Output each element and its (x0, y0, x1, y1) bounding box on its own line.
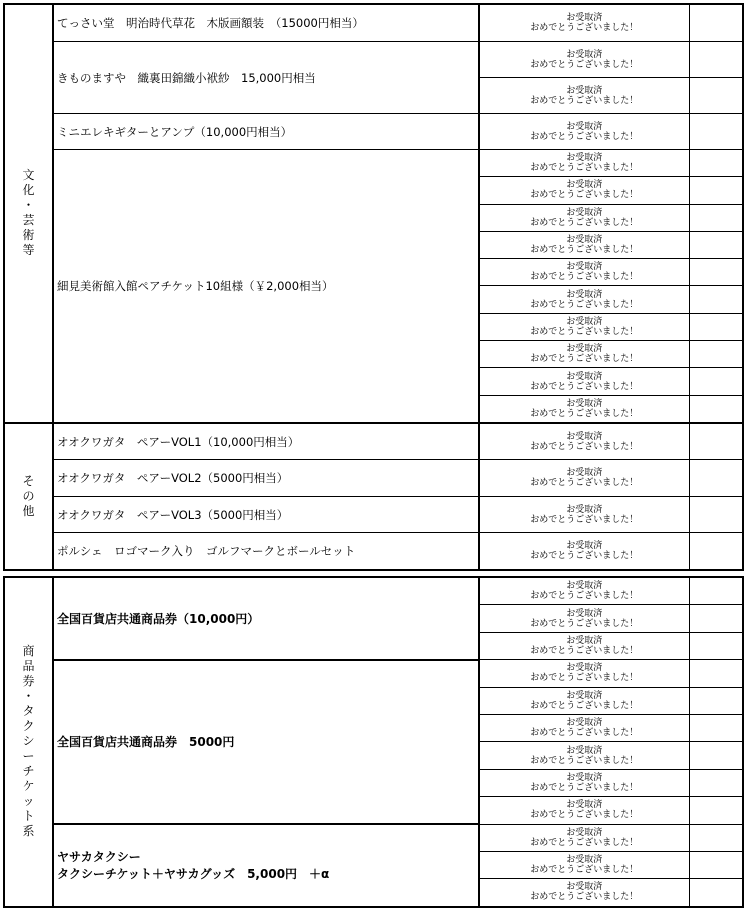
status-congrats: おめでとうございました！ (530, 131, 639, 142)
status-cell (479, 577, 689, 605)
status-cell (479, 496, 689, 533)
status-received: お受取済 (566, 262, 603, 273)
table-row (4, 423, 743, 460)
prize-table-1 (3, 3, 744, 571)
status-received: お受取済 (566, 827, 603, 838)
status-received: お受取済 (566, 581, 603, 592)
category-char: 化 (22, 183, 35, 198)
prize-name-line: 全国百貨店共通商品券 5000円 (57, 735, 235, 750)
note-cell (689, 851, 743, 878)
status-congrats: おめでとうございました！ (530, 892, 639, 903)
status-received: お受取済 (566, 207, 603, 218)
status-received: お受取済 (566, 13, 603, 23)
status-received: お受取済 (566, 608, 603, 619)
status-congrats: おめでとうございました！ (530, 217, 639, 228)
note-cell (689, 177, 743, 204)
category-char: 券 (22, 674, 35, 689)
note-cell (689, 395, 743, 423)
status-received: お受取済 (566, 772, 603, 783)
status-received: お受取済 (566, 468, 603, 479)
note-cell (689, 824, 743, 851)
status-received: お受取済 (566, 85, 603, 96)
note-cell (689, 632, 743, 659)
category-cell (4, 423, 53, 570)
category-char: ー (22, 749, 35, 764)
table-row (4, 496, 743, 533)
prize-name: きものますや 織裏田錦織小袱紗 15,000円相当 (53, 42, 479, 114)
note-cell (689, 577, 743, 605)
category-char: ・ (22, 689, 35, 704)
status-congrats: おめでとうございました！ (530, 865, 639, 876)
status-cell (479, 714, 689, 741)
table-row (4, 824, 743, 851)
table-row (4, 577, 743, 605)
note-cell (689, 879, 743, 907)
status-cell (479, 742, 689, 769)
prize-name: オオクワガタ ペアーVOL3（5000円相当） (53, 496, 479, 533)
prize-name-line: 全国百貨店共通商品券（10,000円） (57, 611, 260, 626)
note-cell (689, 150, 743, 177)
status-congrats: おめでとうございました！ (530, 381, 639, 392)
status-cell (479, 632, 689, 659)
status-received: お受取済 (566, 153, 603, 164)
status-received: お受取済 (566, 235, 603, 246)
status-cell (479, 368, 689, 395)
status-received: お受取済 (566, 504, 603, 515)
note-cell (689, 42, 743, 78)
status-congrats: おめでとうございました！ (530, 755, 639, 766)
prize-name: 細見美術館入館ペアチケット10組様（￥2,000相当） (53, 150, 479, 423)
note-cell (689, 460, 743, 497)
note-cell (689, 4, 743, 42)
status-cell (479, 824, 689, 851)
status-received: お受取済 (566, 289, 603, 300)
status-cell (479, 605, 689, 632)
prize-name (53, 824, 479, 907)
status-received: お受取済 (566, 398, 603, 409)
category-char: 商 (22, 644, 35, 659)
category-char: ・ (22, 198, 35, 213)
status-congrats: おめでとうございました！ (530, 441, 639, 452)
note-cell (689, 231, 743, 258)
status-cell (479, 797, 689, 824)
status-congrats: おめでとうございました！ (530, 673, 639, 684)
category-char: そ (22, 473, 35, 488)
status-congrats: おめでとうございました！ (530, 837, 639, 848)
status-cell (479, 341, 689, 368)
status-cell (479, 533, 689, 570)
status-cell (479, 150, 689, 177)
status-cell (479, 204, 689, 231)
status-received: お受取済 (566, 800, 603, 811)
category-char: ッ (22, 794, 35, 809)
table-row (4, 660, 743, 687)
note-cell (689, 496, 743, 533)
category-char: 術 (22, 228, 35, 243)
status-cell (479, 259, 689, 286)
prize-name (53, 660, 479, 824)
note-cell (689, 368, 743, 395)
status-congrats: おめでとうございました！ (530, 354, 639, 365)
status-cell (479, 231, 689, 258)
status-received: お受取済 (566, 882, 603, 893)
status-cell (479, 879, 689, 907)
prize-table-2 (3, 576, 744, 908)
status-received: お受取済 (566, 121, 603, 132)
category-char: チ (22, 764, 35, 779)
category-char: 芸 (22, 213, 35, 228)
status-congrats: おめでとうございました！ (530, 700, 639, 711)
status-cell (479, 286, 689, 313)
status-congrats: おめでとうございました！ (530, 408, 639, 419)
category-char: タ (22, 704, 35, 719)
note-cell (689, 769, 743, 796)
category-char: ト (22, 809, 35, 824)
category-cell (4, 577, 53, 907)
table-row (4, 114, 743, 150)
status-received: お受取済 (566, 718, 603, 729)
status-cell (479, 660, 689, 687)
note-cell (689, 687, 743, 714)
status-cell (479, 177, 689, 204)
prize-name: ミニエレキギターとアンプ（10,000円相当） (53, 114, 479, 150)
status-received: お受取済 (566, 541, 603, 552)
status-cell (479, 769, 689, 796)
note-cell (689, 313, 743, 340)
status-congrats: おめでとうございました！ (530, 782, 639, 793)
status-congrats: おめでとうございました！ (530, 728, 639, 739)
note-cell (689, 533, 743, 570)
prize-name-line: ヤサカタクシー (57, 850, 141, 865)
status-received: お受取済 (566, 663, 603, 674)
category-char: 他 (22, 503, 35, 518)
status-cell (479, 114, 689, 150)
category-char: ケ (22, 779, 35, 794)
status-received: お受取済 (566, 635, 603, 646)
prize-name-line: タクシーチケット＋ヤサカグッズ 5,000円 ＋α (57, 867, 330, 882)
status-congrats: おめでとうございました！ (530, 245, 639, 256)
table-row (4, 150, 743, 177)
status-congrats: おめでとうございました！ (530, 95, 639, 106)
note-cell (689, 660, 743, 687)
note-cell (689, 78, 743, 114)
status-cell (479, 423, 689, 460)
status-received: お受取済 (566, 431, 603, 442)
status-received: お受取済 (566, 344, 603, 355)
prize-name: オオクワガタ ペアーVOL2（5000円相当） (53, 460, 479, 497)
note-cell (689, 605, 743, 632)
note-cell (689, 286, 743, 313)
category-char: の (22, 488, 35, 503)
note-cell (689, 714, 743, 741)
note-cell (689, 797, 743, 824)
status-received: お受取済 (566, 745, 603, 756)
status-cell (479, 313, 689, 340)
status-congrats: おめでとうございました！ (530, 163, 639, 174)
note-cell (689, 742, 743, 769)
status-cell (479, 460, 689, 497)
status-congrats: おめでとうございました！ (530, 190, 639, 201)
status-received: お受取済 (566, 855, 603, 866)
note-cell (689, 114, 743, 150)
status-congrats: おめでとうございました！ (530, 810, 639, 821)
status-congrats: おめでとうございました！ (530, 478, 639, 489)
note-cell (689, 341, 743, 368)
category-char: シ (22, 734, 35, 749)
status-congrats: おめでとうございました！ (530, 299, 639, 310)
status-received: お受取済 (566, 180, 603, 191)
category-char: 品 (22, 659, 35, 674)
status-congrats: おめでとうございました！ (530, 23, 639, 33)
status-cell (479, 78, 689, 114)
note-cell (689, 423, 743, 460)
category-char: 等 (22, 243, 35, 258)
prize-name: ポルシェ ロゴマーク入り ゴルフマークとボールセット (53, 533, 479, 570)
status-cell (479, 42, 689, 78)
table-row (4, 533, 743, 570)
prize-name (53, 577, 479, 660)
status-congrats: おめでとうございました！ (530, 645, 639, 656)
status-congrats: おめでとうございました！ (530, 514, 639, 525)
status-cell (479, 687, 689, 714)
category-cell (4, 4, 53, 423)
note-cell (689, 204, 743, 231)
prize-name: てっさい堂 明治時代草花 木版画額装 （15000円相当） (53, 4, 479, 42)
status-received: お受取済 (566, 316, 603, 327)
note-cell (689, 259, 743, 286)
status-congrats: おめでとうございました！ (530, 591, 639, 602)
status-received: お受取済 (566, 690, 603, 701)
status-cell (479, 4, 689, 42)
category-char: 文 (22, 168, 35, 183)
status-congrats: おめでとうございました！ (530, 326, 639, 337)
status-received: お受取済 (566, 49, 603, 60)
category-char: 系 (22, 824, 35, 839)
prize-name: オオクワガタ ペアーVOL1（10,000円相当） (53, 423, 479, 460)
status-received: お受取済 (566, 371, 603, 382)
table-row (4, 460, 743, 497)
status-congrats: おめでとうございました！ (530, 551, 639, 562)
status-congrats: おめでとうございました！ (530, 272, 639, 283)
status-cell (479, 851, 689, 878)
status-cell (479, 395, 689, 423)
status-congrats: おめでとうございました！ (530, 618, 639, 629)
table-row (4, 42, 743, 78)
category-char: ク (22, 719, 35, 734)
status-congrats: おめでとうございました！ (530, 59, 639, 70)
table-row (4, 4, 743, 42)
